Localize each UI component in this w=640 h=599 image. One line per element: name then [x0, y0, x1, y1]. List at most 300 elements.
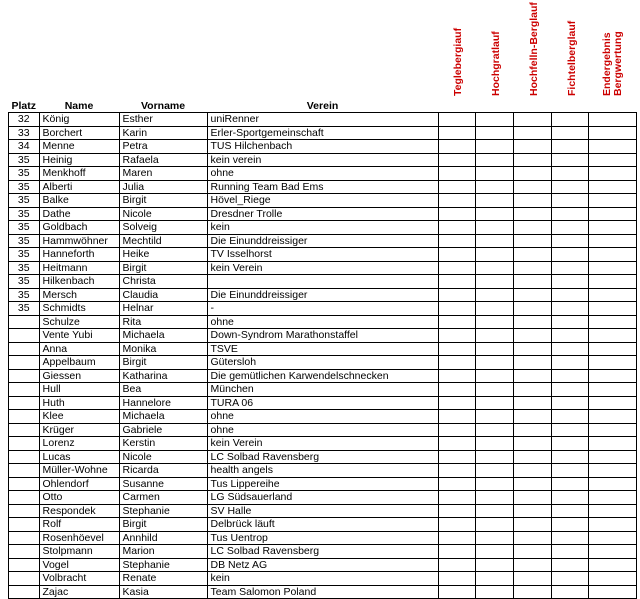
header-event-col-3	[513, 100, 551, 113]
table-row	[9, 518, 637, 532]
cell-final	[588, 342, 636, 356]
cell-verein: TV Isselhorst	[207, 248, 438, 262]
cell-vorname: Nicole	[119, 450, 207, 464]
cell-vorname: Rita	[119, 315, 207, 329]
cell-event-2	[475, 504, 513, 518]
cell-event-2	[475, 248, 513, 262]
cell-verein: Team Salomon Poland	[207, 585, 438, 599]
cell-vorname: Katharina	[119, 369, 207, 383]
table-row	[9, 329, 637, 343]
cell-platz	[9, 315, 40, 329]
table-row	[9, 369, 637, 383]
cell-event-4	[551, 167, 588, 181]
table-row	[9, 558, 637, 572]
cell-name: Klee	[39, 410, 119, 424]
cell-final	[588, 572, 636, 586]
table-row	[9, 585, 637, 599]
table-row	[9, 275, 637, 289]
cell-vorname: Heike	[119, 248, 207, 262]
cell-event-2	[475, 369, 513, 383]
table-row	[9, 207, 637, 221]
cell-event-4	[551, 180, 588, 194]
header-event-col-1	[438, 100, 475, 113]
cell-event-4	[551, 261, 588, 275]
header-event-4-label: Fichtelberglauf	[566, 20, 578, 96]
cell-event-2	[475, 423, 513, 437]
cell-event-4	[551, 410, 588, 424]
cell-event-1	[438, 410, 475, 424]
table-header-row	[9, 100, 637, 113]
cell-name: Volbracht	[39, 572, 119, 586]
cell-platz: 35	[9, 207, 40, 221]
cell-event-1	[438, 545, 475, 559]
cell-event-2	[475, 491, 513, 505]
cell-event-4	[551, 369, 588, 383]
cell-event-2	[475, 113, 513, 127]
cell-event-4	[551, 437, 588, 451]
cell-verein: LC Solbad Ravensberg	[207, 450, 438, 464]
cell-verein: Die Einunddreissiger	[207, 288, 438, 302]
cell-verein: Gütersloh	[207, 356, 438, 370]
cell-event-2	[475, 302, 513, 316]
cell-final	[588, 207, 636, 221]
cell-event-3	[513, 491, 551, 505]
cell-event-1	[438, 248, 475, 262]
table-row	[9, 491, 637, 505]
cell-platz	[9, 423, 40, 437]
cell-event-4	[551, 194, 588, 208]
cell-event-2	[475, 396, 513, 410]
cell-verein: kein verein	[207, 153, 438, 167]
cell-verein: SV Halle	[207, 504, 438, 518]
cell-vorname: Birgit	[119, 518, 207, 532]
cell-event-2	[475, 585, 513, 599]
cell-final	[588, 261, 636, 275]
cell-event-1	[438, 113, 475, 127]
cell-event-3	[513, 531, 551, 545]
cell-event-2	[475, 329, 513, 343]
cell-event-4	[551, 356, 588, 370]
cell-platz: 35	[9, 234, 40, 248]
cell-event-1	[438, 383, 475, 397]
header-event-3	[528, 2, 542, 96]
header-vorname: Vorname	[140, 100, 186, 112]
cell-event-3	[513, 261, 551, 275]
cell-final	[588, 288, 636, 302]
cell-event-2	[475, 383, 513, 397]
cell-event-2	[475, 477, 513, 491]
cell-platz: 35	[9, 153, 40, 167]
table-row	[9, 572, 637, 586]
cell-event-4	[551, 113, 588, 127]
cell-name: Anna	[39, 342, 119, 356]
cell-event-2	[475, 572, 513, 586]
cell-event-3	[513, 518, 551, 532]
cell-vorname: Michaela	[119, 410, 207, 424]
table-row	[9, 423, 637, 437]
cell-platz	[9, 477, 40, 491]
cell-event-4	[551, 545, 588, 559]
cell-event-2	[475, 531, 513, 545]
header-event-1-label: Teglebergiauf	[452, 27, 464, 96]
table-row	[9, 464, 637, 478]
cell-event-3	[513, 572, 551, 586]
cell-event-1	[438, 450, 475, 464]
cell-platz	[9, 396, 40, 410]
cell-event-4	[551, 396, 588, 410]
cell-event-4	[551, 140, 588, 154]
cell-vorname: Birgit	[119, 261, 207, 275]
cell-vorname: Kerstin	[119, 437, 207, 451]
cell-verein: Dresdner Trolle	[207, 207, 438, 221]
table-row	[9, 140, 637, 154]
header-event-4	[566, 10, 580, 96]
cell-platz	[9, 585, 40, 599]
cell-vorname: Nicole	[119, 207, 207, 221]
cell-vorname: Stephanie	[119, 558, 207, 572]
cell-event-1	[438, 396, 475, 410]
cell-event-4	[551, 558, 588, 572]
cell-event-3	[513, 140, 551, 154]
cell-verein: Die Einunddreissiger	[207, 234, 438, 248]
cell-event-4	[551, 342, 588, 356]
header-event-3-label: Hochfelln-Berglauf	[528, 2, 540, 96]
cell-final	[588, 464, 636, 478]
cell-event-1	[438, 356, 475, 370]
header-event-col-2	[475, 100, 513, 113]
cell-name: Huth	[39, 396, 119, 410]
cell-event-4	[551, 315, 588, 329]
cell-event-1	[438, 477, 475, 491]
cell-vorname: Hannelore	[119, 396, 207, 410]
cell-event-3	[513, 477, 551, 491]
table-row	[9, 248, 637, 262]
cell-platz	[9, 504, 40, 518]
cell-name: Lorenz	[39, 437, 119, 451]
cell-event-3	[513, 113, 551, 127]
header-event-2	[490, 10, 504, 96]
cell-verein: Erler-Sportgemeinschaft	[207, 126, 438, 140]
cell-event-1	[438, 464, 475, 478]
cell-verein: ohne	[207, 410, 438, 424]
cell-final	[588, 221, 636, 235]
cell-final	[588, 383, 636, 397]
cell-event-3	[513, 126, 551, 140]
cell-event-3	[513, 383, 551, 397]
cell-final	[588, 450, 636, 464]
cell-event-4	[551, 504, 588, 518]
cell-vorname: Julia	[119, 180, 207, 194]
cell-vorname: Renate	[119, 572, 207, 586]
cell-event-3	[513, 275, 551, 289]
cell-platz	[9, 558, 40, 572]
cell-vorname: Ricarda	[119, 464, 207, 478]
cell-event-4	[551, 423, 588, 437]
cell-vorname: Birgit	[119, 356, 207, 370]
cell-event-4	[551, 234, 588, 248]
table-row	[9, 167, 637, 181]
cell-name: Appelbaum	[39, 356, 119, 370]
cell-final	[588, 234, 636, 248]
cell-event-3	[513, 315, 551, 329]
cell-event-1	[438, 329, 475, 343]
cell-verein: Tus Uentrop	[207, 531, 438, 545]
cell-event-2	[475, 167, 513, 181]
cell-final	[588, 491, 636, 505]
cell-event-3	[513, 558, 551, 572]
cell-platz: 35	[9, 275, 40, 289]
cell-event-4	[551, 450, 588, 464]
cell-event-3	[513, 153, 551, 167]
cell-event-4	[551, 464, 588, 478]
cell-vorname: Kasia	[119, 585, 207, 599]
cell-platz: 35	[9, 194, 40, 208]
cell-platz: 35	[9, 221, 40, 235]
cell-name: Dathe	[39, 207, 119, 221]
cell-name: Zajac	[39, 585, 119, 599]
results-table	[8, 100, 637, 599]
cell-event-1	[438, 504, 475, 518]
cell-verein	[207, 275, 438, 289]
cell-final	[588, 369, 636, 383]
cell-event-1	[438, 207, 475, 221]
table-row	[9, 315, 637, 329]
cell-event-2	[475, 140, 513, 154]
cell-final	[588, 531, 636, 545]
cell-event-4	[551, 477, 588, 491]
cell-final	[588, 126, 636, 140]
cell-vorname: Christa	[119, 275, 207, 289]
cell-vorname: Bea	[119, 383, 207, 397]
cell-vorname: Monika	[119, 342, 207, 356]
cell-event-3	[513, 342, 551, 356]
cell-event-1	[438, 585, 475, 599]
cell-verein: ohne	[207, 423, 438, 437]
cell-vorname: Esther	[119, 113, 207, 127]
cell-name: Schmidts	[39, 302, 119, 316]
cell-final	[588, 153, 636, 167]
cell-platz	[9, 491, 40, 505]
cell-event-4	[551, 288, 588, 302]
cell-verein: TURA 06	[207, 396, 438, 410]
cell-event-1	[438, 234, 475, 248]
cell-platz: 33	[9, 126, 40, 140]
cell-event-2	[475, 464, 513, 478]
cell-event-1	[438, 558, 475, 572]
cell-name: Respondek	[39, 504, 119, 518]
cell-event-4	[551, 221, 588, 235]
cell-platz	[9, 572, 40, 586]
cell-platz	[9, 518, 40, 532]
cell-platz: 34	[9, 140, 40, 154]
cell-event-1	[438, 369, 475, 383]
cell-event-4	[551, 518, 588, 532]
cell-name: Vogel	[39, 558, 119, 572]
header-event-col-4	[551, 100, 588, 113]
cell-final	[588, 167, 636, 181]
cell-final	[588, 275, 636, 289]
cell-name: Schulze	[39, 315, 119, 329]
table-row	[9, 180, 637, 194]
cell-vorname: Michaela	[119, 329, 207, 343]
cell-event-3	[513, 180, 551, 194]
cell-event-1	[438, 275, 475, 289]
cell-final	[588, 545, 636, 559]
cell-event-3	[513, 194, 551, 208]
cell-platz	[9, 437, 40, 451]
cell-platz	[9, 450, 40, 464]
cell-platz: 35	[9, 261, 40, 275]
cell-name: Heinig	[39, 153, 119, 167]
cell-event-4	[551, 572, 588, 586]
cell-event-3	[513, 234, 551, 248]
header-platz: Platz	[11, 100, 37, 112]
cell-name: Balke	[39, 194, 119, 208]
cell-event-2	[475, 221, 513, 235]
cell-event-1	[438, 302, 475, 316]
cell-event-2	[475, 288, 513, 302]
cell-vorname: Helnar	[119, 302, 207, 316]
cell-platz	[9, 342, 40, 356]
table-row	[9, 450, 637, 464]
cell-vorname: Karin	[119, 126, 207, 140]
cell-verein: LC Solbad Ravensberg	[207, 545, 438, 559]
cell-event-3	[513, 221, 551, 235]
cell-verein: Tus Lippereihe	[207, 477, 438, 491]
cell-name: Stolpmann	[39, 545, 119, 559]
cell-verein: TUS Hilchenbach	[207, 140, 438, 154]
cell-platz	[9, 410, 40, 424]
cell-vorname: Claudia	[119, 288, 207, 302]
cell-final	[588, 356, 636, 370]
cell-event-3	[513, 410, 551, 424]
cell-final	[588, 410, 636, 424]
cell-verein: kein	[207, 221, 438, 235]
header-final-label	[602, 31, 624, 96]
cell-vorname: Rafaela	[119, 153, 207, 167]
table-row	[9, 234, 637, 248]
cell-platz: 35	[9, 167, 40, 181]
cell-final	[588, 248, 636, 262]
cell-verein: TSVE	[207, 342, 438, 356]
header-name: Name	[64, 100, 94, 112]
cell-event-2	[475, 126, 513, 140]
cell-name: Vente Yubi	[39, 329, 119, 343]
cell-event-1	[438, 221, 475, 235]
table-row	[9, 531, 637, 545]
cell-event-4	[551, 207, 588, 221]
cell-platz	[9, 329, 40, 343]
cell-event-2	[475, 356, 513, 370]
cell-name: Müller-Wohne	[39, 464, 119, 478]
cell-verein: Delbrück läuft	[207, 518, 438, 532]
table-row	[9, 126, 637, 140]
cell-verein: LG Südsauerland	[207, 491, 438, 505]
cell-event-2	[475, 410, 513, 424]
cell-event-2	[475, 234, 513, 248]
cell-name: Hanneforth	[39, 248, 119, 262]
cell-final	[588, 558, 636, 572]
cell-event-4	[551, 248, 588, 262]
cell-name: Rosenhöevel	[39, 531, 119, 545]
cell-event-1	[438, 180, 475, 194]
cell-vorname: Birgit	[119, 194, 207, 208]
table-row	[9, 437, 637, 451]
cell-event-1	[438, 518, 475, 532]
cell-event-4	[551, 531, 588, 545]
table-row	[9, 302, 637, 316]
cell-name: Alberti	[39, 180, 119, 194]
cell-event-3	[513, 585, 551, 599]
cell-vorname: Susanne	[119, 477, 207, 491]
cell-verein: ohne	[207, 315, 438, 329]
cell-verein: Running Team Bad Ems	[207, 180, 438, 194]
cell-final	[588, 396, 636, 410]
cell-event-2	[475, 207, 513, 221]
cell-event-2	[475, 194, 513, 208]
cell-name: Krüger	[39, 423, 119, 437]
cell-name: Menne	[39, 140, 119, 154]
cell-verein: Down-Syndrom Marathonstaffel	[207, 329, 438, 343]
cell-event-3	[513, 248, 551, 262]
cell-event-3	[513, 167, 551, 181]
header-event-2-label: Hochgratlauf	[490, 31, 502, 96]
cell-vorname: Petra	[119, 140, 207, 154]
header-event-1	[452, 10, 466, 96]
cell-vorname: Carmen	[119, 491, 207, 505]
cell-event-3	[513, 369, 551, 383]
header-verein: Verein	[306, 100, 339, 112]
cell-verein: ohne	[207, 167, 438, 181]
cell-event-3	[513, 423, 551, 437]
cell-platz: 35	[9, 248, 40, 262]
cell-event-3	[513, 450, 551, 464]
cell-platz: 35	[9, 302, 40, 316]
cell-event-2	[475, 558, 513, 572]
cell-verein: health angels	[207, 464, 438, 478]
header-final-line2: Bergwertung	[612, 31, 624, 96]
cell-event-4	[551, 126, 588, 140]
cell-event-4	[551, 153, 588, 167]
cell-platz	[9, 464, 40, 478]
cell-event-2	[475, 450, 513, 464]
cell-name: Otto	[39, 491, 119, 505]
cell-platz	[9, 545, 40, 559]
cell-event-4	[551, 329, 588, 343]
table-row	[9, 261, 637, 275]
cell-event-1	[438, 423, 475, 437]
cell-platz	[9, 531, 40, 545]
cell-event-1	[438, 572, 475, 586]
table-row	[9, 194, 637, 208]
cell-event-4	[551, 302, 588, 316]
cell-verein: Die gemütlichen Karwendelschnecken	[207, 369, 438, 383]
cell-vorname: Marion	[119, 545, 207, 559]
cell-event-2	[475, 180, 513, 194]
cell-vorname: Maren	[119, 167, 207, 181]
cell-event-4	[551, 491, 588, 505]
cell-final	[588, 504, 636, 518]
cell-event-1	[438, 167, 475, 181]
cell-event-3	[513, 437, 551, 451]
cell-platz: 35	[9, 180, 40, 194]
cell-final	[588, 180, 636, 194]
cell-final	[588, 140, 636, 154]
table-row	[9, 545, 637, 559]
table-row	[9, 153, 637, 167]
cell-platz: 35	[9, 288, 40, 302]
cell-final	[588, 518, 636, 532]
